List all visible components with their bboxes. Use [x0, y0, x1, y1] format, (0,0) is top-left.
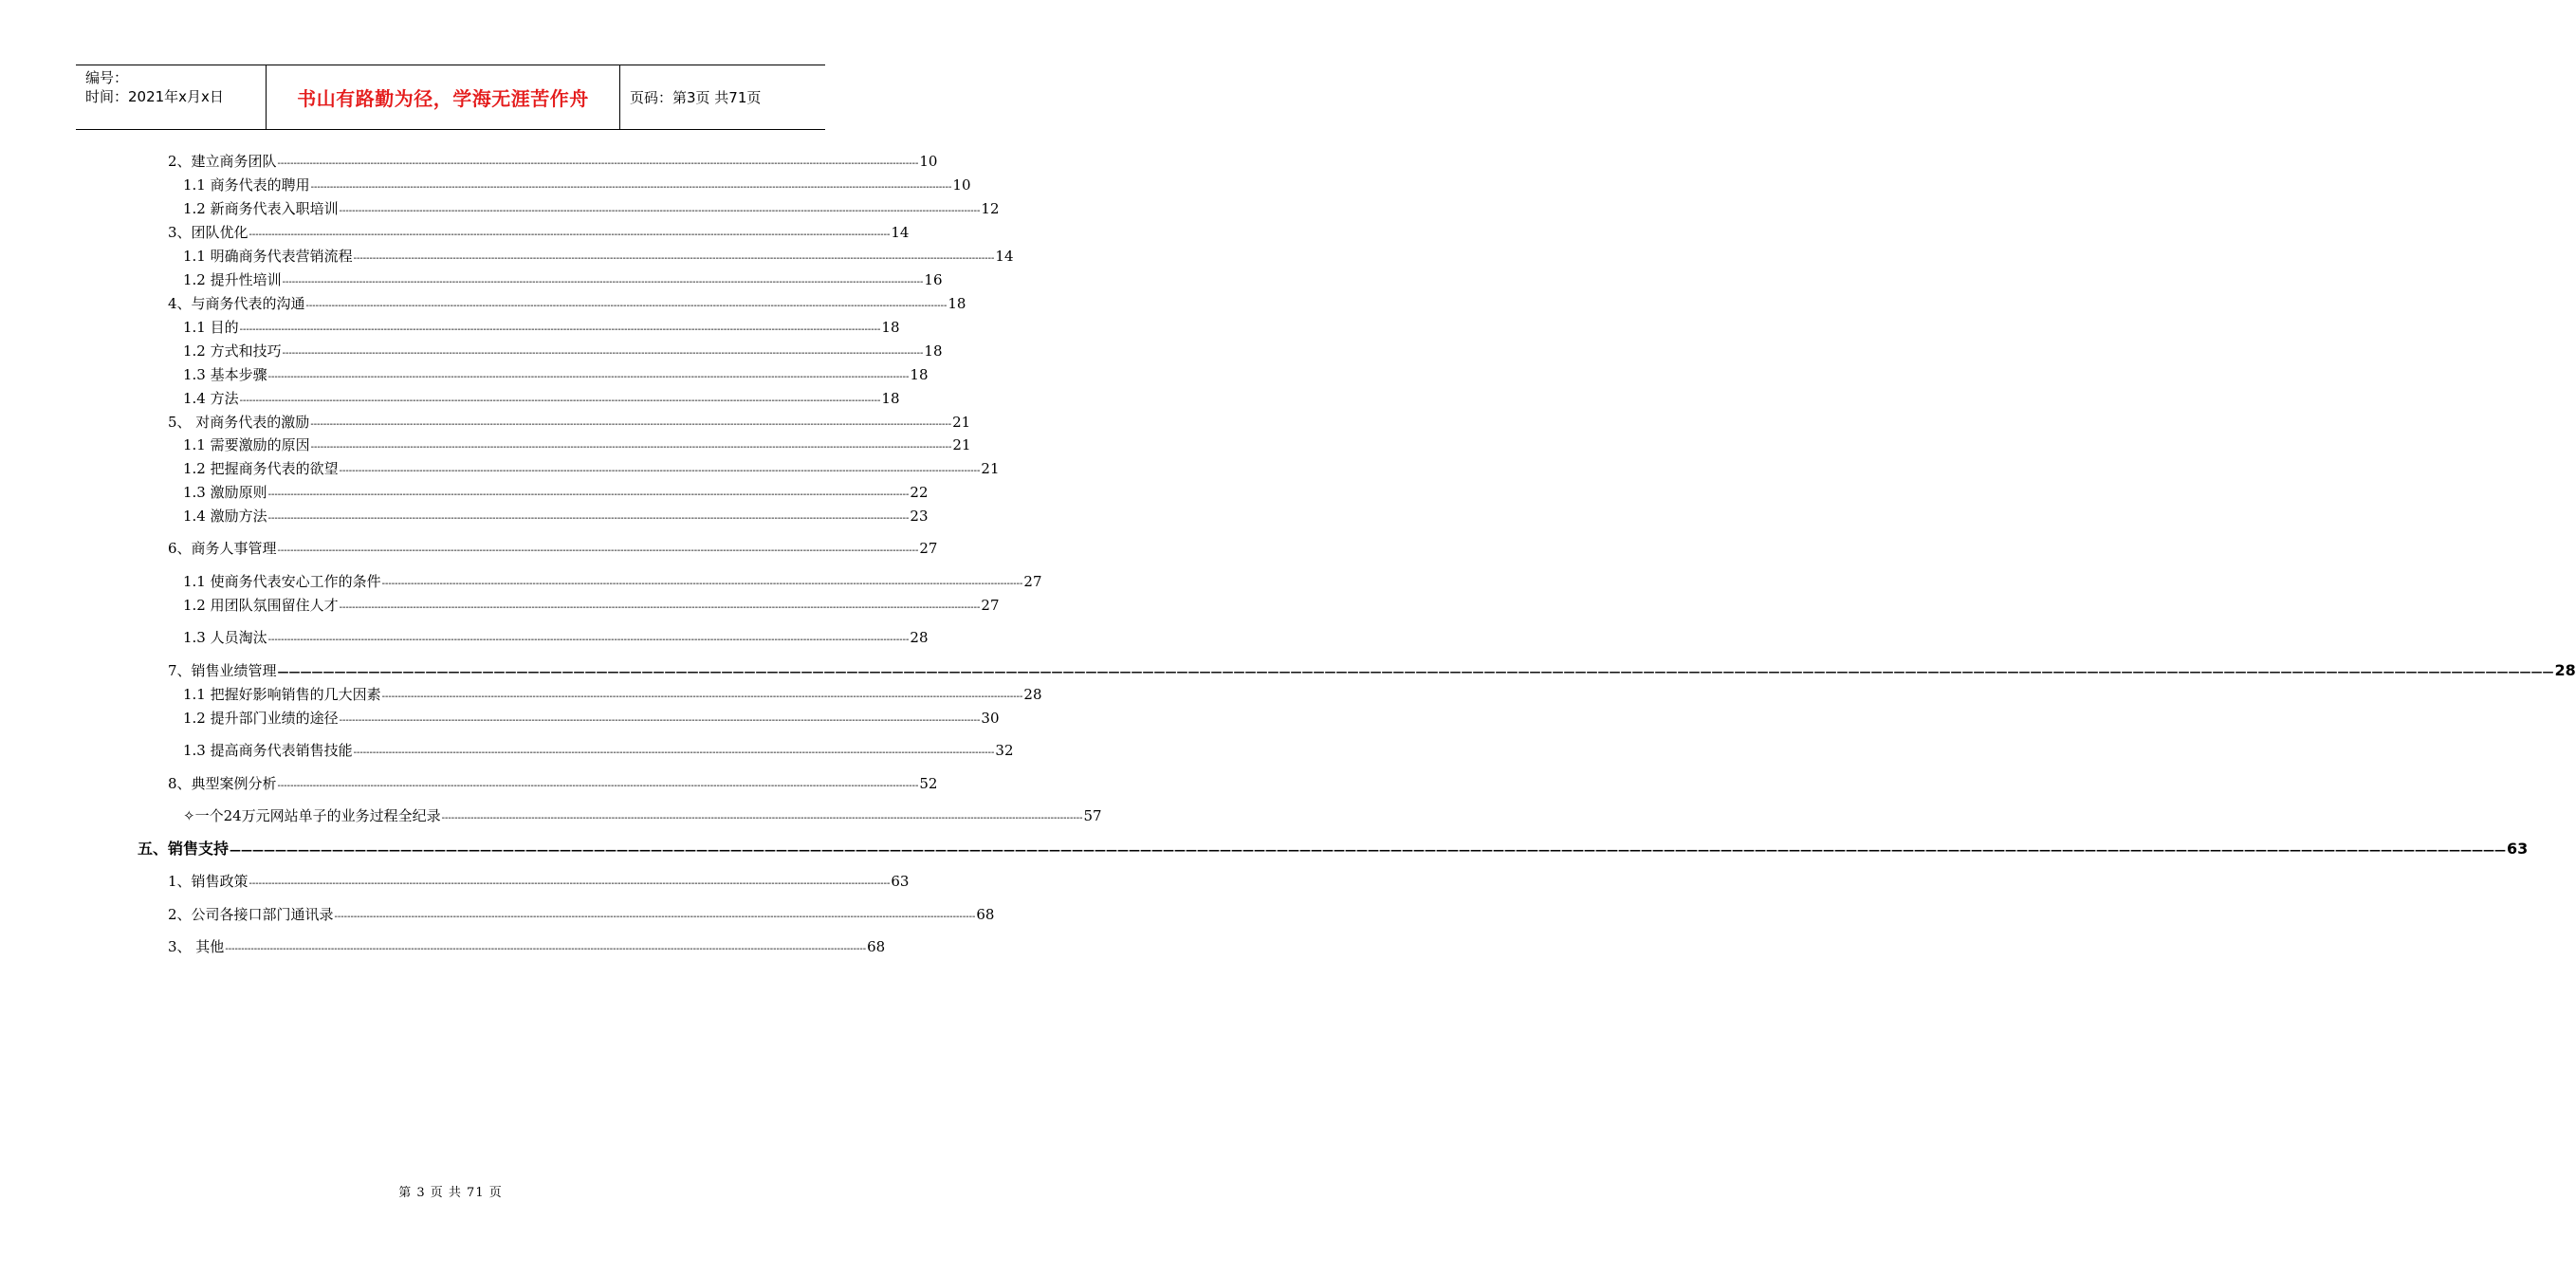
- toc-leader: --------------------------------------------------------------------------------------------------------------------------------------------------------------------------------------------------------: [305, 301, 948, 311]
- toc-entry-title: 1.1 把握好影响销售的几大因素: [183, 686, 381, 703]
- toc-entry-page: 28: [1023, 686, 1042, 703]
- toc-entry-title: 6、商务人事管理: [168, 540, 277, 557]
- toc-entry[interactable]: [168, 870, 910, 893]
- header-page-info: 页码：第3页 共71页: [630, 89, 762, 106]
- toc-entry-title: 2、公司各接口部门通讯录: [168, 906, 334, 923]
- toc-entry-page: 18: [924, 342, 943, 360]
- header-motto-cell: [267, 65, 620, 129]
- toc-entry-title: 3、 其他: [168, 938, 225, 955]
- toc-leader: --------------------------------------------------------------------------------------------------------------------------------------------------------------------------------------------------------: [267, 372, 910, 382]
- toc-entry[interactable]: [168, 903, 995, 926]
- toc-entry-page: 63: [2507, 840, 2529, 858]
- toc-entry-page: 30: [981, 710, 1000, 727]
- toc-entry-title: 8、典型案例分析: [168, 775, 277, 792]
- toc-entry[interactable]: [168, 659, 2576, 682]
- toc-entry-title: 1.3 提高商务代表销售技能: [183, 742, 353, 759]
- toc-entry-page: 23: [910, 508, 929, 525]
- toc-leader: --------------------------------------------------------------------------------------------------------------------------------------------------------------------------------------------------------: [248, 878, 891, 889]
- toc-leader: --------------------------------------------------------------------------------------------------------------------------------------------------------------------------------------------------------: [277, 545, 919, 556]
- page-header: [76, 65, 825, 130]
- toc-entry[interactable]: [168, 935, 886, 958]
- toc-leader: --------------------------------------------------------------------------------------------------------------------------------------------------------------------------------------------------------: [334, 912, 976, 922]
- toc-entry[interactable]: [183, 174, 971, 196]
- toc-entry-title: 1.1 目的: [183, 319, 239, 336]
- toc-entry-title: 1.3 基本步骤: [183, 366, 267, 383]
- toc-leader: --------------------------------------------------------------------------------------------------------------------------------------------------------------------------------------------------------: [339, 602, 981, 613]
- toc-leader: --------------------------------------------------------------------------------------------------------------------------------------------------------------------------------------------------------: [381, 692, 1023, 702]
- toc-entry-page: 68: [976, 906, 995, 923]
- toc-entry-page: 52: [919, 775, 938, 792]
- toc-entry-title: 1.1 使商务代表安心工作的条件: [183, 573, 381, 590]
- toc-entry[interactable]: [183, 245, 1014, 268]
- toc-entry-title: 2、建立商务团队: [168, 153, 277, 170]
- toc-entry-title: 1.3 激励原则: [183, 484, 267, 501]
- toc-entry[interactable]: [168, 537, 938, 560]
- toc-entry[interactable]: [183, 481, 929, 504]
- toc-entry[interactable]: [183, 197, 1000, 220]
- toc-entry-title: 1.2 新商务代表入职培训: [183, 200, 339, 217]
- toc-entry[interactable]: [183, 434, 971, 456]
- toc-entry[interactable]: [168, 772, 938, 795]
- header-meta-cell: [76, 65, 267, 129]
- toc-entry-title: 1.2 方式和技巧: [183, 342, 282, 360]
- toc-entry-page: 68: [867, 938, 886, 955]
- toc-entry-page: 18: [948, 295, 966, 312]
- toc-entry-page: 10: [919, 153, 938, 170]
- toc-entry-title: 1.2 提升部门业绩的途径: [183, 710, 339, 727]
- toc-leader: --------------------------------------------------------------------------------------------------------------------------------------------------------------------------------------------------------: [310, 182, 952, 193]
- toc-entry-title: 1.1 需要激励的原因: [183, 436, 310, 453]
- toc-leader: --------------------------------------------------------------------------------------------------------------------------------------------------------------------------------------------------------: [339, 715, 981, 726]
- toc-entry-title: 五、销售支持: [138, 840, 230, 858]
- toc-entry-page: 10: [952, 176, 971, 194]
- toc-leader: --------------------------------------------------------------------------------------------------------------------------------------------------------------------------------------------------------: [381, 579, 1023, 589]
- toc-entry-page: 18: [881, 390, 900, 407]
- toc-entry[interactable]: [183, 570, 1042, 593]
- toc-entry-title: 1.3 人员淘汰: [183, 629, 267, 646]
- toc-entry[interactable]: [168, 150, 938, 173]
- header-page-cell: [620, 65, 825, 129]
- toc-entry-title: 7、销售业绩管理: [168, 662, 277, 679]
- toc-leader: --------------------------------------------------------------------------------------------------------------------------------------------------------------------------------------------------------: [239, 324, 881, 335]
- toc-entry-title: 1.2 提升性培训: [183, 271, 282, 288]
- toc-leader: --------------------------------------------------------------------------------------------------------------------------------------------------------------------------------------------------------: [267, 490, 910, 500]
- toc-entry[interactable]: [183, 363, 929, 386]
- toc-leader: --------------------------------------------------------------------------------------------------------------------------------------------------------------------------------------------------------: [239, 396, 881, 406]
- toc-entry-title: ✧一个24万元网站单子的业务过程全纪录: [183, 807, 441, 824]
- toc-entry-title: 1.4 激励方法: [183, 508, 267, 525]
- toc-entry-page: 27: [981, 597, 1000, 614]
- toc-entry-page: 22: [910, 484, 929, 501]
- toc-leader: --------------------------------------------------------------------------------------------------------------------------------------------------------------------------------------------------------: [339, 466, 981, 476]
- toc-entry-title: 1.4 方法: [183, 390, 239, 407]
- toc-entry[interactable]: [183, 340, 943, 362]
- toc-leader: ————————————————————————————————————————————————————————————————————————————————————————————————————————————————————————————————————————————————————————————————————————————————————————————————————————: [230, 843, 2507, 857]
- toc-entry-page: 14: [995, 248, 1014, 265]
- toc-entry-title: 4、与商务代表的沟通: [168, 295, 305, 312]
- toc-leader: --------------------------------------------------------------------------------------------------------------------------------------------------------------------------------------------------------: [277, 781, 919, 791]
- toc-entry[interactable]: [183, 457, 1000, 480]
- toc-entry-title: 1.2 用团队氛围留住人才: [183, 597, 339, 614]
- toc-leader: --------------------------------------------------------------------------------------------------------------------------------------------------------------------------------------------------------: [353, 253, 995, 264]
- toc-entry-page: 28: [910, 629, 929, 646]
- toc-entry-title: 5、 对商务代表的激励: [168, 414, 310, 431]
- toc-entry-title: 1.1 明确商务代表营销流程: [183, 248, 353, 265]
- toc-entry[interactable]: [183, 594, 1000, 617]
- header-motto: 书山有路勤为径，学海无涯苦作舟: [297, 87, 589, 110]
- toc-entry-title: 1、销售政策: [168, 873, 248, 890]
- document-date-label: 时间：2021年x月x日: [85, 88, 224, 105]
- toc-entry-page: 32: [995, 742, 1014, 759]
- toc-leader: --------------------------------------------------------------------------------------------------------------------------------------------------------------------------------------------------------: [277, 158, 919, 169]
- toc-leader: --------------------------------------------------------------------------------------------------------------------------------------------------------------------------------------------------------: [339, 206, 981, 216]
- toc-leader: --------------------------------------------------------------------------------------------------------------------------------------------------------------------------------------------------------: [310, 419, 952, 430]
- toc-entry[interactable]: [183, 268, 943, 291]
- toc-leader: --------------------------------------------------------------------------------------------------------------------------------------------------------------------------------------------------------: [267, 513, 910, 524]
- toc-entry-title: 1.2 把握商务代表的欲望: [183, 460, 339, 477]
- toc-entry-page: 16: [924, 271, 943, 288]
- toc-leader: --------------------------------------------------------------------------------------------------------------------------------------------------------------------------------------------------------: [310, 442, 952, 453]
- toc-entry-page: 28: [2554, 661, 2576, 679]
- toc-entry-page: 21: [952, 436, 971, 453]
- toc-entry[interactable]: [168, 292, 966, 315]
- toc-entry-page: 14: [891, 224, 910, 241]
- page-footer: 第 3 页 共 71 页: [398, 1186, 503, 1200]
- toc-entry-page: 21: [952, 414, 971, 431]
- toc-entry[interactable]: [138, 838, 2529, 860]
- toc-leader: --------------------------------------------------------------------------------------------------------------------------------------------------------------------------------------------------------: [248, 230, 891, 240]
- toc-entry-page: 18: [881, 319, 900, 336]
- toc-entry[interactable]: [183, 683, 1042, 706]
- document-number-label: 编号：: [85, 69, 129, 86]
- toc-entry[interactable]: [183, 626, 929, 649]
- toc-entry-page: 63: [891, 873, 910, 890]
- toc-entry-page: 27: [919, 540, 938, 557]
- toc-entry[interactable]: [168, 221, 910, 244]
- toc-leader: ————————————————————————————————————————————————————————————————————————————————————————————————————————————————————————————————————————————————————————————————————————————————————————————————————————: [277, 665, 2554, 678]
- toc-entry[interactable]: [183, 316, 900, 339]
- toc-entry[interactable]: [183, 505, 929, 527]
- toc-leader: --------------------------------------------------------------------------------------------------------------------------------------------------------------------------------------------------------: [282, 277, 924, 287]
- toc-entry-page: 27: [1023, 573, 1042, 590]
- toc-entry-title: 3、团队优化: [168, 224, 248, 241]
- toc-entry-page: 18: [910, 366, 929, 383]
- toc-entry[interactable]: [183, 804, 1102, 827]
- toc-entry[interactable]: [183, 739, 1014, 762]
- toc-entry-page: 57: [1083, 807, 1102, 824]
- toc-leader: --------------------------------------------------------------------------------------------------------------------------------------------------------------------------------------------------------: [267, 635, 910, 645]
- toc-entry[interactable]: [183, 707, 1000, 730]
- toc-leader: --------------------------------------------------------------------------------------------------------------------------------------------------------------------------------------------------------: [225, 944, 867, 954]
- toc-entry[interactable]: [168, 411, 971, 434]
- toc-leader: --------------------------------------------------------------------------------------------------------------------------------------------------------------------------------------------------------: [282, 348, 924, 359]
- toc-entry[interactable]: [183, 387, 900, 410]
- toc-entry-title: 1.1 商务代表的聘用: [183, 176, 310, 194]
- toc-entry-page: 12: [981, 200, 1000, 217]
- toc-leader: --------------------------------------------------------------------------------------------------------------------------------------------------------------------------------------------------------: [441, 813, 1083, 823]
- toc-leader: --------------------------------------------------------------------------------------------------------------------------------------------------------------------------------------------------------: [353, 748, 995, 758]
- toc-entry-page: 21: [981, 460, 1000, 477]
